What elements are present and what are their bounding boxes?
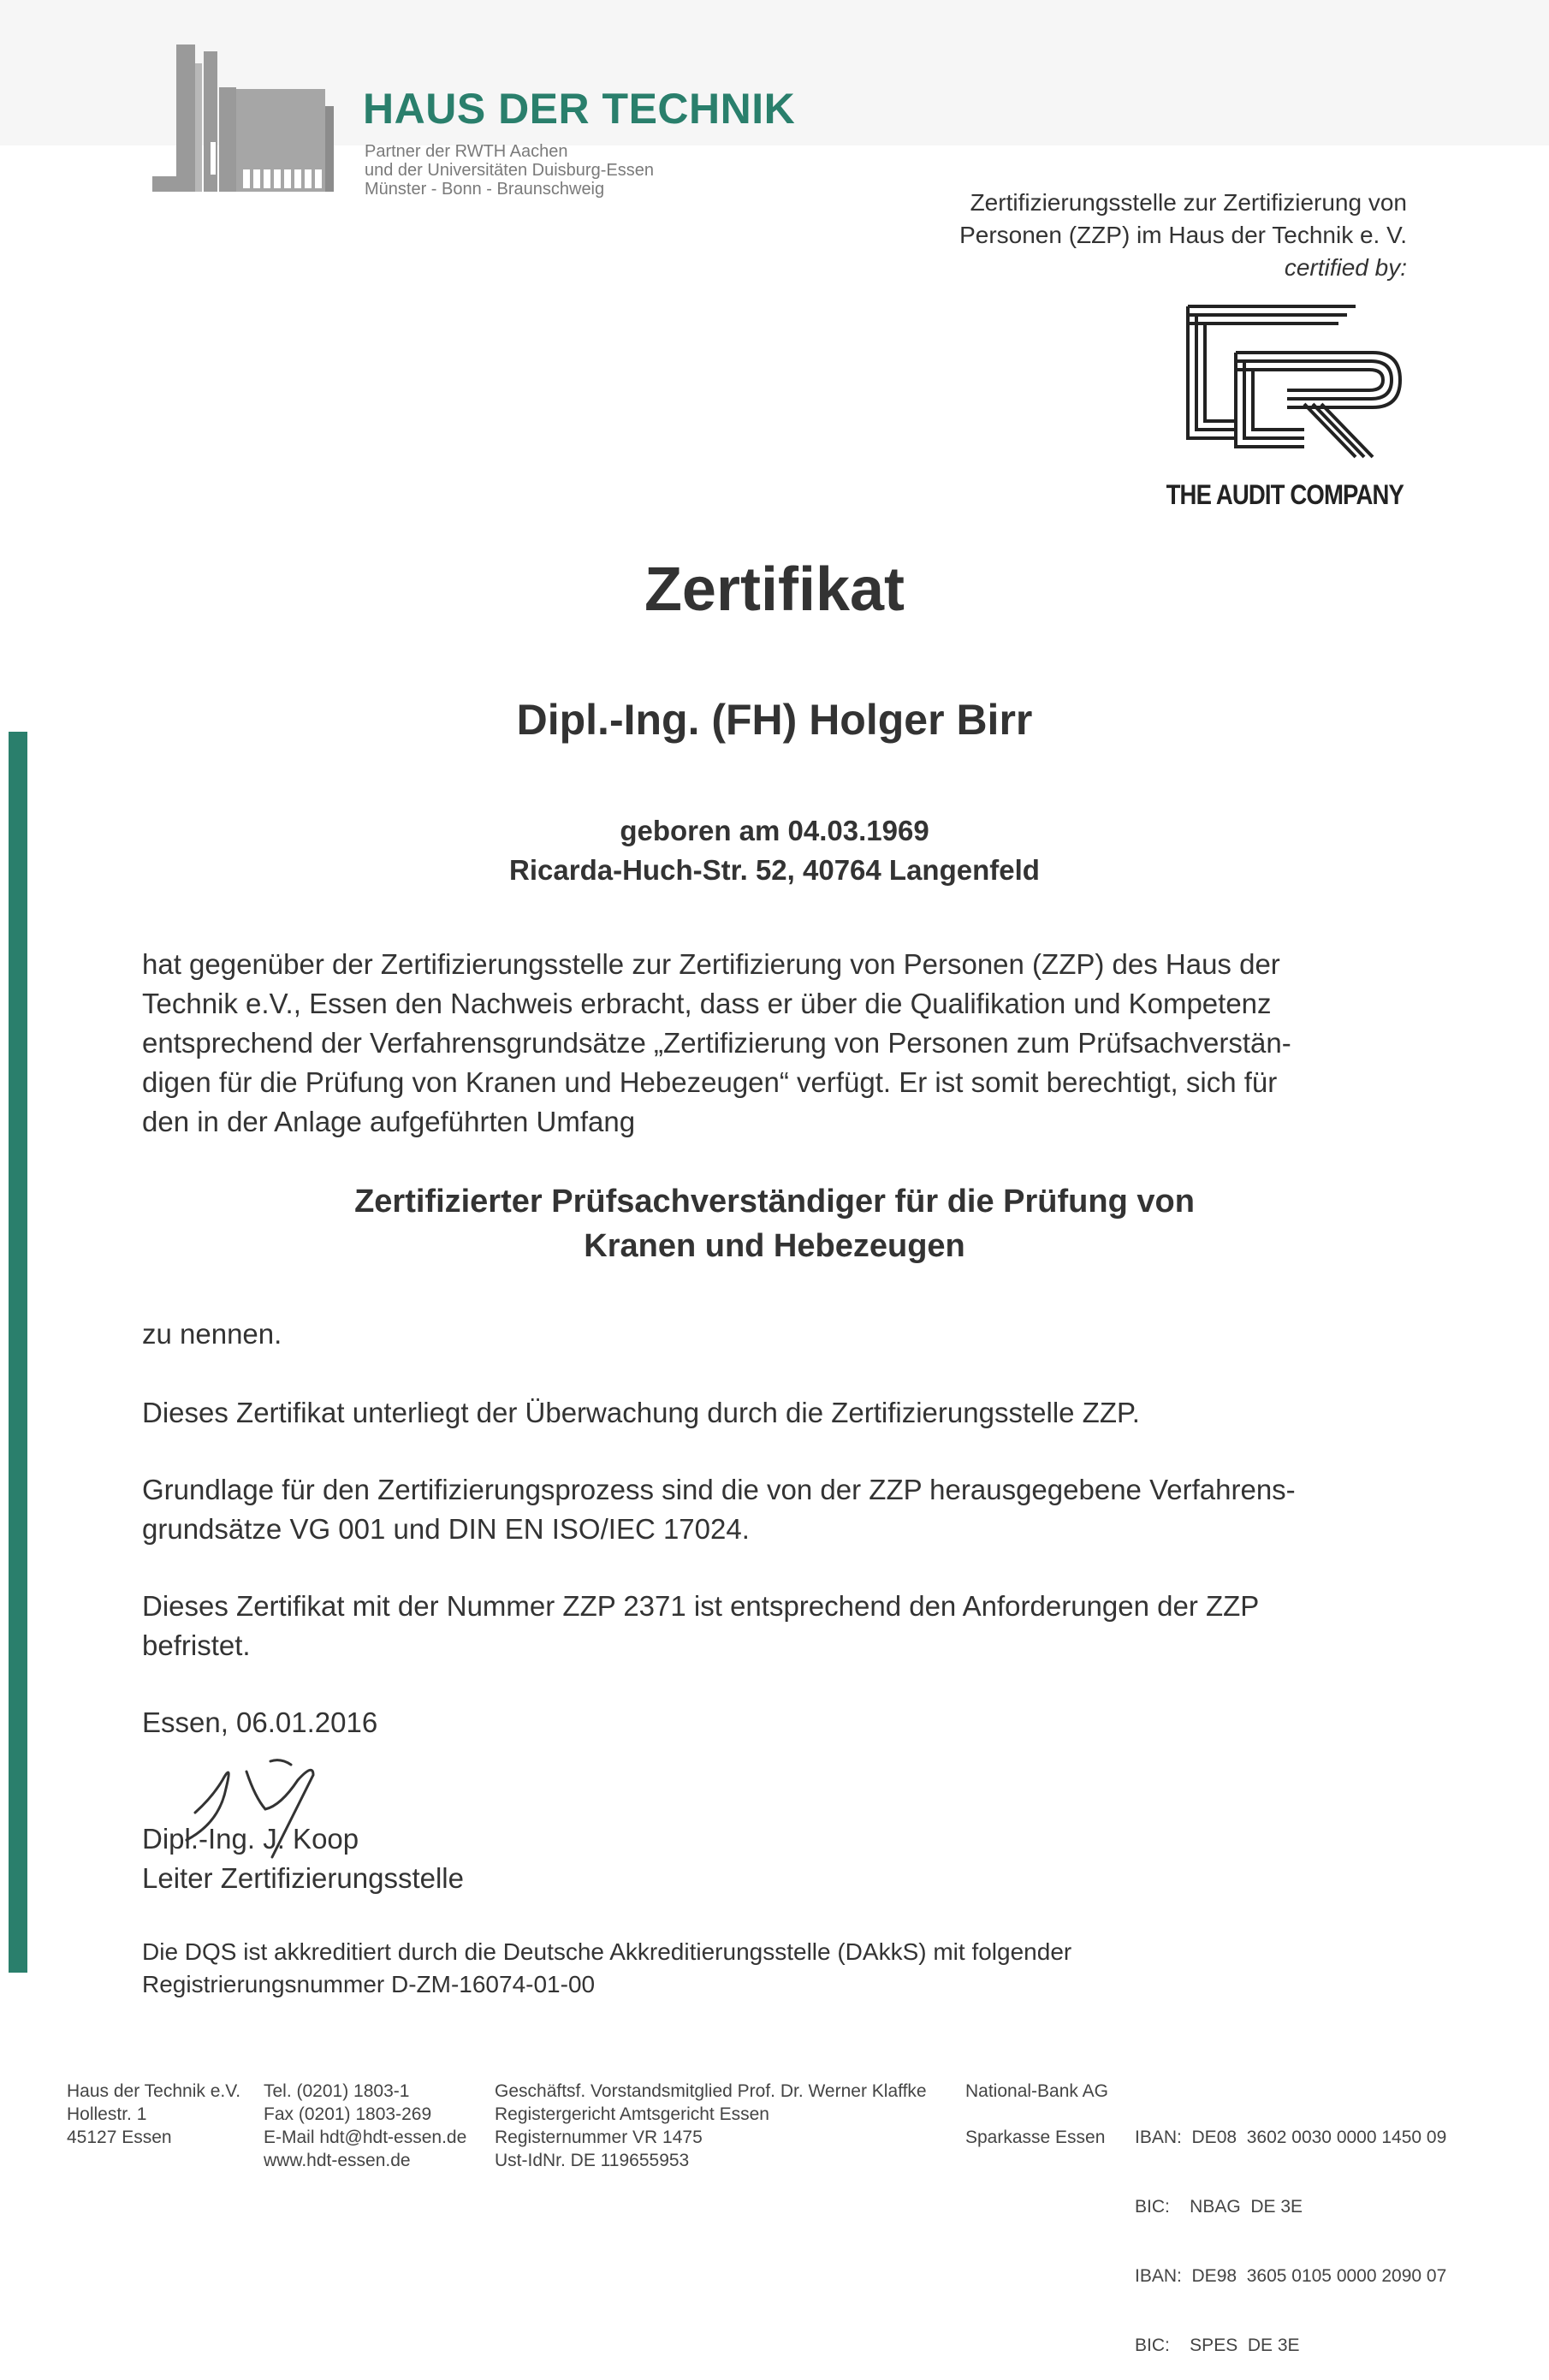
certified-by: certified by: [1284, 254, 1407, 281]
text-line: Dieses Zertifikat mit der Nummer ZZP 2371 ist entsprechend den Anforderungen der ZZP [142, 1590, 1260, 1622]
text-line: Technik e.V., Essen den Nachweis erbracht, dass er über die Qualifikation und Kompetenz [142, 988, 1272, 1019]
holder-details [0, 811, 1549, 890]
footer-line: 45127 Essen [67, 2128, 172, 2147]
qualification-title [0, 1179, 1549, 1268]
footer-phone: Tel. (0201) 1803-1 [264, 2081, 410, 2101]
dqs-tagline: THE AUDIT COMPANY [1166, 479, 1404, 510]
footer-email-link[interactable]: E-Mail hdt@hdt-essen.de [264, 2128, 467, 2147]
text-line: hat gegenüber der Zertifizierungsstelle zur Zertifizierung von Personen (ZZP) des Haus der [142, 948, 1280, 980]
side-accent-bar [9, 732, 27, 1973]
footer-line: Haus der Technik e.V. [67, 2081, 241, 2101]
text-line: digen für die Prüfung von Kranen und Hebezeugen“ verfügt. Er ist somit berechtigt, sich für [142, 1066, 1278, 1098]
footer-website-link[interactable]: www.hdt-essen.de [264, 2151, 411, 2170]
footer-line: IBAN: DE08 3602 0030 0000 1450 09 [1135, 2128, 1447, 2147]
holder-address: Ricarda-Huch-Str. 52, 40764 Langenfeld [509, 854, 1040, 886]
footer-accounts [1135, 2080, 1446, 2380]
footer-banks [965, 2080, 1108, 2149]
footer-line: Sparkasse Essen [965, 2128, 1106, 2147]
validity-paragraph [142, 1587, 1409, 1665]
certificate-holder: Dipl.-Ing. (FH) Holger Birr [516, 696, 1033, 744]
text-line: den in der Anlage aufgeführten Umfang [142, 1106, 636, 1137]
footer-contact [264, 2080, 466, 2172]
text-line: entsprechend der Verfahrensgrundsätze „Zertifizierung von Personen zum Prüfsachverstän- [142, 1027, 1291, 1059]
signer-name: Dipl.-Ing. J. Koop [142, 1823, 359, 1855]
text-line: Die DQS ist akkreditiert durch die Deutsche Akkreditierungsstelle (DAkkS) mit folgender [142, 1938, 1072, 1965]
to-name-text: zu nennen. [142, 1318, 282, 1350]
text-line: grundsätze VG 001 und DIN EN ISO/IEC 17024. [142, 1513, 750, 1545]
text-line: Registrierungsnummer D-ZM-16074-01-00 [142, 1971, 596, 1997]
text-line: befristet. [142, 1629, 251, 1661]
footer-line: Registernummer VR 1475 [495, 2128, 703, 2147]
signer-role: Leiter Zertifizierungsstelle [142, 1862, 464, 1894]
qualification-line: Zertifizierter Prüfsachverständiger für die Prüfung von [354, 1184, 1195, 1220]
footer-line: Registergericht Amtsgericht Essen [495, 2104, 769, 2124]
signer-block [142, 1819, 1409, 1898]
org-sub-line: Münster - Bonn - Braunschweig [365, 180, 605, 199]
footer-line: Hollestr. 1 [67, 2104, 147, 2124]
org-name: HAUS DER TECHNIK [363, 85, 796, 133]
org-affiliations [365, 142, 654, 199]
footer-line: BIC: SPES DE 3E [1135, 2335, 1300, 2355]
footer-line [965, 2103, 1108, 2126]
statement-paragraph [142, 945, 1409, 1142]
text-line: Grundlage für den Zertifizierungsprozess sind die von der ZZP herausgegebene Verfahrens- [142, 1474, 1296, 1505]
footer-line: Ust-IdNr. DE 119655953 [495, 2151, 690, 2170]
hdt-building-logo [151, 41, 335, 197]
qualification-line: Kranen und Hebezeugen [584, 1228, 965, 1264]
zzp-header [808, 187, 1407, 284]
footer-line: Geschäftsf. Vorstandsmitglied Prof. Dr. Werner Klaffke [495, 2081, 927, 2101]
zzp-line: Zertifizierungsstelle zur Zertifizierung von [970, 189, 1407, 216]
birth-date: geboren am 04.03.1969 [620, 815, 929, 846]
basis-paragraph [142, 1470, 1409, 1549]
footer-address [67, 2080, 240, 2149]
footer-line: IBAN: DE98 3605 0105 0000 2090 07 [1135, 2266, 1447, 2286]
footer-fax: Fax (0201) 1803-269 [264, 2104, 432, 2124]
accreditation-note [142, 1936, 1071, 2001]
place-date: Essen, 06.01.2016 [142, 1706, 378, 1738]
footer-line: National-Bank AG [965, 2081, 1108, 2101]
org-sub-line: und der Universitäten Duisburg-Essen [365, 161, 654, 180]
org-sub-line: Partner der RWTH Aachen [365, 142, 568, 161]
certificate-title: Zertifikat [644, 555, 905, 624]
monitoring-text: Dieses Zertifikat unterliegt der Überwachung durch die Zertifizierungsstelle ZZP. [142, 1397, 1140, 1428]
dqs-logo [1184, 301, 1404, 462]
zzp-line: Personen (ZZP) im Haus der Technik e. V. [959, 222, 1407, 248]
footer-line: BIC: NBAG DE 3E [1135, 2197, 1303, 2217]
footer-registry [495, 2080, 927, 2172]
